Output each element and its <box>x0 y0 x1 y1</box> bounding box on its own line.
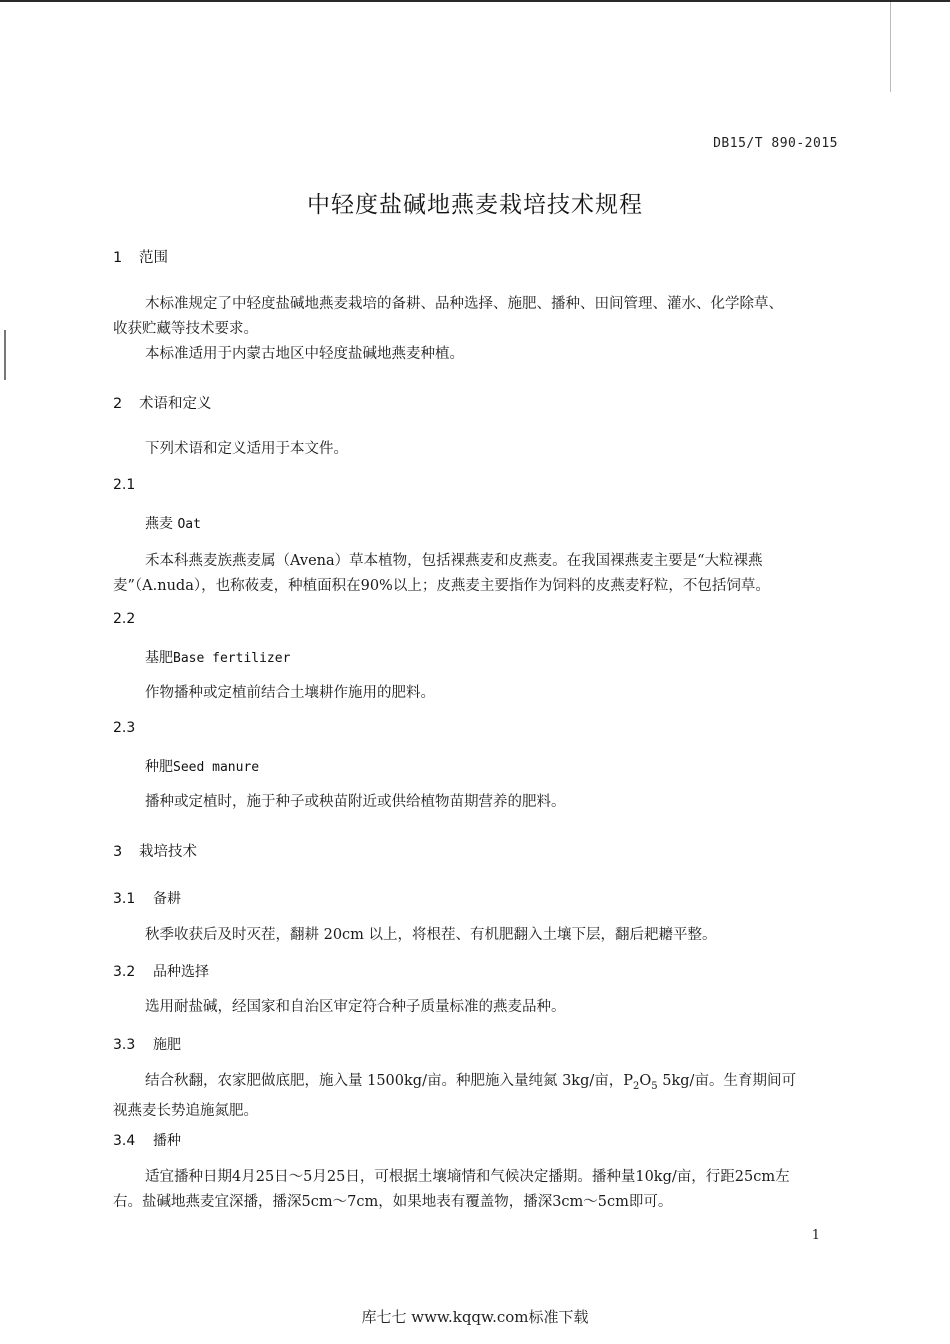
section-3-heading <box>113 840 197 861</box>
paragraph-line: 下列术语和定义适用于本文件。 <box>145 441 348 457</box>
section-2-intro <box>113 437 837 462</box>
clause-3-2-text <box>113 995 837 1020</box>
section-number: 1 <box>113 250 123 266</box>
term-english: Base fertilizer <box>173 651 291 666</box>
clause-2-2-number: 2.2 <box>113 611 136 627</box>
term-seed-manure-definition <box>113 790 837 815</box>
term-chinese: 种肥 <box>145 759 173 775</box>
term-oat-definition <box>113 549 837 599</box>
clause-2-1-number: 2.1 <box>113 477 136 493</box>
document-title: 中轻度盐碱地燕麦栽培技术规程 <box>307 192 643 218</box>
clause-number: 3.2 <box>113 964 136 980</box>
footer-watermark-text: 库七七 www.kqqw.com标准下载 <box>361 1308 589 1326</box>
paragraph-line: 作物播种或定植前结合土壤耕作施用的肥料。 <box>145 685 435 701</box>
clause-title: 施肥 <box>153 1037 181 1053</box>
section-number: 2 <box>113 396 123 412</box>
term-chinese: 燕麦 <box>145 516 173 532</box>
page-number: 1 <box>811 1228 820 1243</box>
paragraph-line: 秋季收获后及时灭茬，翻耕 20cm 以上，将根茬、有机肥翻入土壤下层，翻后耙耱平整。 <box>145 927 717 943</box>
scan-edge-mark <box>4 330 6 380</box>
paragraph-line: 收获贮藏等技术要求。 <box>113 321 258 337</box>
document-number: DB15/T 890-2015 <box>713 136 838 151</box>
paragraph-line: 木标准规定了中轻度盐碱地燕麦栽培的备耕、品种选择、施肥、播种、田间管理、灌水、化学除草、 <box>145 296 783 312</box>
clause-title: 播种 <box>153 1133 181 1149</box>
clause-3-4-text <box>113 1165 837 1215</box>
section-title: 范围 <box>139 250 168 266</box>
top-border-line <box>0 0 950 2</box>
clause-title: 备耕 <box>153 891 181 907</box>
term-english: Oat <box>177 517 201 532</box>
clause-3-4-heading <box>113 1130 181 1150</box>
paragraph-line: 右。盐碱地燕麦宜深播，播深5cm～7cm，如果地表有覆盖物，播深3cm～5cm即可。 <box>113 1194 673 1210</box>
paragraph-line: 适宜播种日期4月25日～5月25日，可根据土壤墒情和气候决定播期。播种量10kg/亩，行距25cm左 <box>145 1169 790 1185</box>
paragraph-line: 结合秋翻，农家肥做底肥，施入量 1500kg/亩。种肥施入量纯氮 3kg/亩，$P_2O_5$ 5kg/亩。生育期间可 <box>145 1073 796 1092</box>
clause-number: 3.1 <box>113 891 136 907</box>
clause-3-2-heading <box>113 961 209 981</box>
section-1-heading <box>113 246 168 267</box>
paragraph-line: 本标准适用于内蒙古地区中轻度盐碱地燕麦种植。 <box>145 346 464 362</box>
term-base-fertilizer <box>145 647 290 667</box>
term-oat <box>145 513 201 533</box>
term-english: Seed manure <box>173 760 260 775</box>
paragraph-line: 禾本科燕麦族燕麦属（Avena）草本植物，包括裸燕麦和皮燕麦。在我国裸燕麦主要是“大粒裸燕 <box>145 553 763 569</box>
section-title: 栽培技术 <box>139 844 197 860</box>
term-base-fertilizer-definition <box>113 681 837 706</box>
clause-number: 3.3 <box>113 1037 136 1053</box>
p2o5-formula: $P_2O_5$ <box>623 1073 658 1092</box>
clause-title: 品种选择 <box>153 964 209 980</box>
section-number: 3 <box>113 844 123 860</box>
paragraph-line: 选用耐盐碱，经国家和自治区审定符合种子质量标准的燕麦品种。 <box>145 999 566 1015</box>
paragraph-line: 麦”（A.nuda），也称莜麦，种植面积在90%以上；皮燕麦主要指作为饲料的皮燕麦籽粒，不包括饲草。 <box>113 578 770 594</box>
clause-3-1-text <box>113 923 837 948</box>
term-seed-manure <box>145 756 259 776</box>
clause-number: 3.4 <box>113 1133 136 1149</box>
clause-3-3-text <box>113 1069 837 1124</box>
section-title: 术语和定义 <box>139 396 212 412</box>
section-2-heading <box>113 392 212 413</box>
section-1-paragraph <box>113 292 837 367</box>
clause-3-3-heading <box>113 1034 181 1054</box>
paragraph-line: 视燕麦长势追施氮肥。 <box>113 1102 258 1119</box>
clause-2-3-number: 2.3 <box>113 720 136 736</box>
clause-3-1-heading <box>113 888 181 908</box>
paragraph-line: 播种或定植时，施于种子或秧苗附近或供给植物苗期营养的肥料。 <box>145 794 566 810</box>
term-chinese: 基肥 <box>145 650 173 666</box>
scan-edge-mark <box>890 2 891 92</box>
